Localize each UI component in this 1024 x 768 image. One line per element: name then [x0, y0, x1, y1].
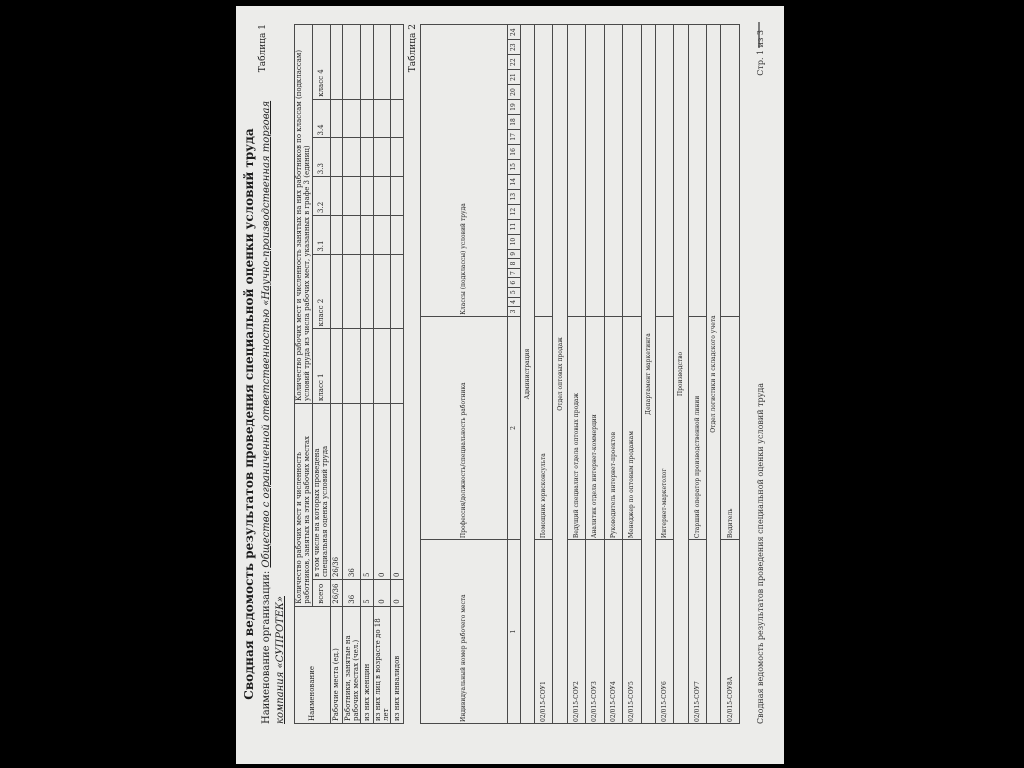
row-profession: Менеджер по оптовым продажам [623, 316, 642, 539]
column-number: 1 [507, 540, 520, 724]
column-number: 14 [507, 174, 520, 189]
summary-header-total: всего [312, 580, 330, 607]
summary-row [373, 25, 391, 724]
summary-row-total: 36 [343, 580, 361, 607]
column-number: 9 [507, 249, 520, 259]
summary-class-label: класс 4 [312, 25, 330, 100]
department-row: Департамент маркетинга [641, 25, 655, 724]
summary-row [343, 25, 361, 724]
summary-class-label: класс 2 [312, 254, 330, 329]
table2-label: Таблица 2 [408, 24, 418, 73]
row-id: 02/015-СОУ4 [604, 540, 623, 724]
row-id: 02/015-СОУ5 [623, 540, 642, 724]
row-profession: Старший оператор производственной линии [688, 316, 707, 539]
row-profession: Интернет-маркетолог [655, 316, 674, 539]
column-number: 2 [507, 316, 520, 539]
summary-header-inclusive: в том числе на которых проведена специальная оценка условий труда [312, 404, 330, 580]
org-prefix: Наименование организации: [261, 570, 272, 724]
column-number: 17 [507, 129, 520, 144]
row-profession: Руководитель интернет-проектов [604, 316, 623, 539]
table-row [534, 25, 553, 724]
summary-row-inclusive: 26/36 [330, 404, 343, 580]
column-number: 11 [507, 219, 520, 234]
column-number-row [507, 25, 520, 724]
column-number: 7 [507, 268, 520, 278]
column-number: 13 [507, 189, 520, 204]
document-title: Сводная ведомость результатов проведения специальной оценки условий труда [242, 128, 256, 700]
summary-class-label: класс 1 [312, 329, 330, 404]
summary-row [330, 25, 343, 724]
department-row: Отдел логистики и складского учета [707, 25, 721, 724]
main-header-classes: Классы (подклассы) условий труда [421, 25, 508, 317]
column-number: 19 [507, 100, 520, 115]
summary-row-total: 5 [361, 580, 374, 607]
summary-row [391, 25, 404, 724]
column-number: 8 [507, 259, 520, 269]
summary-class-label: 3.1 [312, 215, 330, 254]
main-table [420, 24, 740, 724]
department-row: Производство [674, 25, 688, 724]
main-header-id: Индивидуальный номер рабочего места [421, 540, 508, 724]
summary-row-inclusive: 0 [391, 404, 404, 580]
column-number: 21 [507, 70, 520, 85]
row-id: 02/015-СОУ7 [688, 540, 707, 724]
footer-text: Сводная ведомость результатов проведения специальной оценки условий труда [756, 382, 765, 724]
row-profession: Аналитик отдела интернет-коммерции [586, 316, 605, 539]
summary-header-name: Наименование [295, 606, 331, 723]
organization-line [260, 84, 288, 724]
org-name: Общество с ограниченной ответственностью «Научно-производственная торговая компания «СУПРОТЕК» [261, 100, 286, 724]
summary-header-count: Количество рабочих мест и численность работников, занятых на этих рабочих местах [295, 404, 313, 607]
table-row [586, 25, 605, 724]
column-number: 20 [507, 85, 520, 100]
column-number: 15 [507, 159, 520, 174]
row-profession: Водитель [721, 316, 740, 539]
table-row [721, 25, 740, 724]
summary-row-total: 0 [391, 580, 404, 607]
summary-row [361, 25, 374, 724]
table-row [604, 25, 623, 724]
rotated-content [236, 6, 784, 764]
table-row [567, 25, 586, 724]
table1-label: Таблица 1 [258, 24, 268, 73]
main-header-profession: Профессия/должность/специальность работника [421, 316, 508, 539]
scanned-page [236, 6, 784, 764]
column-number: 24 [507, 25, 520, 40]
summary-header-classes: Количество рабочих мест и численность занятых на них работников по классам (подклассам) условий труда из числа рабочих мест, указанных в графе 3 (единиц) [295, 25, 313, 404]
summary-class-label: 3.2 [312, 177, 330, 216]
summary-table [294, 24, 404, 724]
table-row [688, 25, 707, 724]
column-number: 6 [507, 278, 520, 288]
row-profession: Ведущий специалист отдела оптовых продаж [567, 316, 586, 539]
summary-row-label: из них лиц в возрасте до 18 лет [373, 606, 391, 723]
department-row: Отдел оптовых продаж [553, 25, 567, 724]
column-number: 10 [507, 234, 520, 249]
column-number: 23 [507, 40, 520, 55]
summary-class-label: 3.3 [312, 138, 330, 177]
summary-class-label: 3.4 [312, 99, 330, 138]
row-id: 02/015-СОУ6 [655, 540, 674, 724]
column-number: 5 [507, 287, 520, 297]
column-number: 12 [507, 204, 520, 219]
column-number: 4 [507, 297, 520, 307]
summary-row-label: Рабочие места (ед.) [330, 606, 343, 723]
summary-row-inclusive: 5 [361, 404, 374, 580]
column-number: 3 [507, 307, 520, 317]
table-row [655, 25, 674, 724]
row-id: 02/015-СОУ2 [567, 540, 586, 724]
column-number: 22 [507, 55, 520, 70]
page-number: Стр. 1 из 3 [756, 30, 765, 76]
page-inner [236, 6, 784, 764]
department-row: Администрация [520, 25, 534, 724]
summary-row-label: из них женщин [361, 606, 374, 723]
row-id: 02/015-СОУ8А [721, 540, 740, 724]
summary-row-label: из них инвалидов [391, 606, 404, 723]
summary-row-total: 26/36 [330, 580, 343, 607]
row-id: 02/015-СОУ1 [534, 540, 553, 724]
row-profession: Помощник юрисконсульта [534, 316, 553, 539]
table-row [623, 25, 642, 724]
summary-row-inclusive: 0 [373, 404, 391, 580]
column-number: 18 [507, 114, 520, 129]
column-number: 16 [507, 144, 520, 159]
summary-row-label: Работники, занятые на рабочих местах (чел.) [343, 606, 361, 723]
summary-row-total: 0 [373, 580, 391, 607]
summary-row-inclusive: 36 [343, 404, 361, 580]
row-id: 02/015-СОУ3 [586, 540, 605, 724]
